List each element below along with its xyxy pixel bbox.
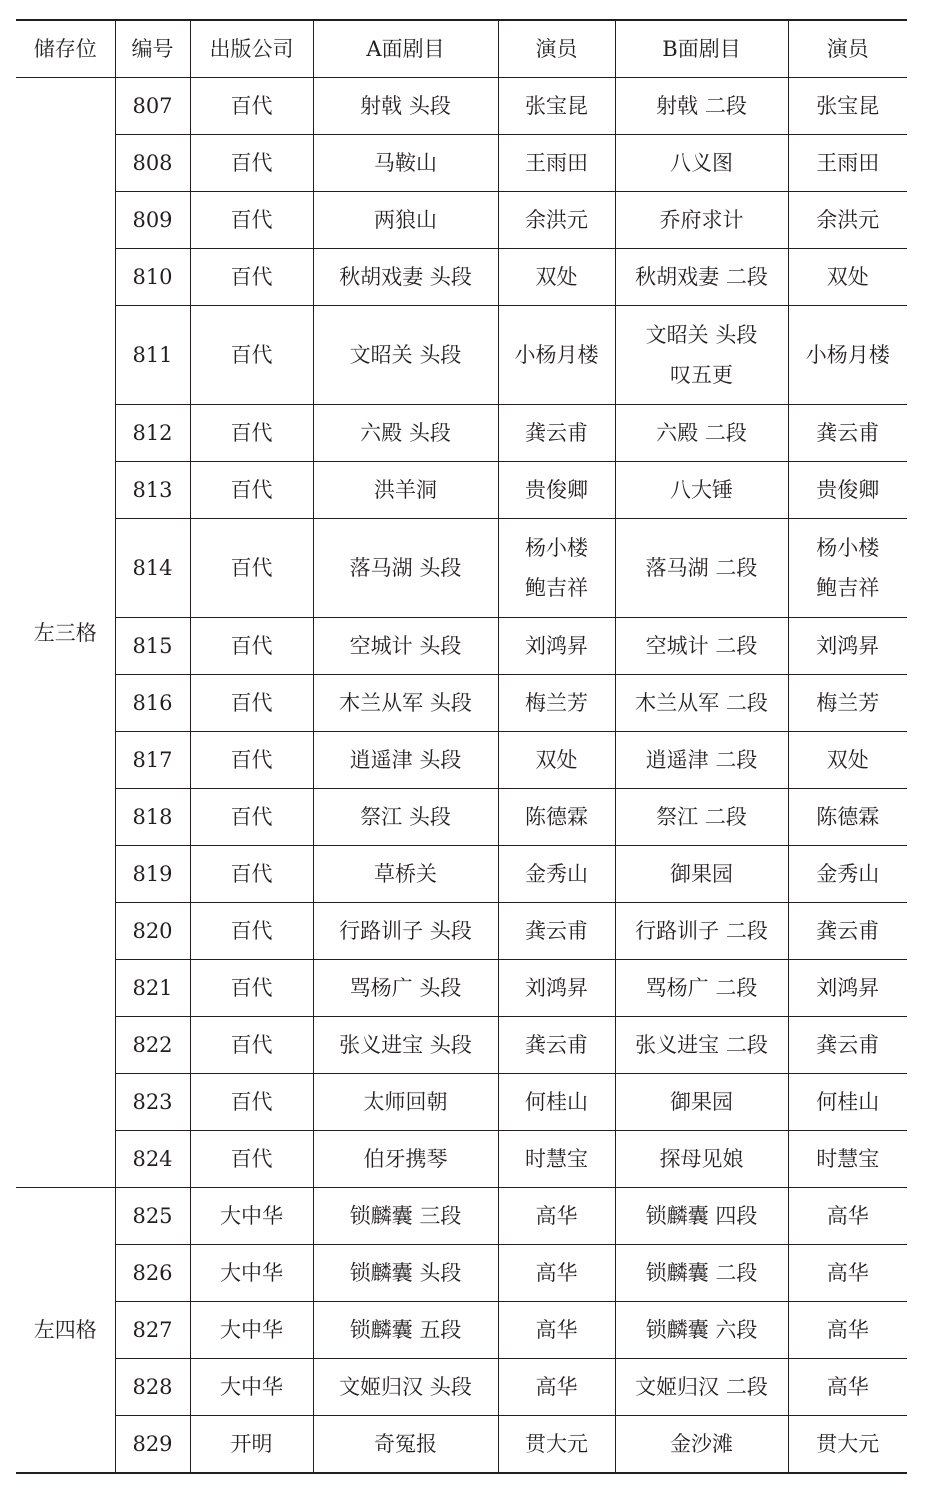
table-body (16, 78, 907, 1474)
record-number: 819 (115, 846, 190, 903)
b-side-actor (788, 1245, 907, 1302)
a-side-actor (498, 462, 615, 519)
a-side-title-line: 骂杨广 头段 (349, 976, 462, 1000)
table-row (16, 846, 907, 903)
table-row (16, 78, 907, 135)
b-side-title (615, 618, 788, 675)
b-side-title-line: 射戟 二段 (656, 94, 747, 118)
b-side-title (615, 903, 788, 960)
b-side-actor-line: 杨小楼 (816, 536, 880, 560)
b-side-actor-line: 高华 (826, 1204, 869, 1228)
b-side-title-line: 文昭关 头段 (645, 323, 758, 347)
b-side-title-line: 文姬归汉 二段 (635, 1375, 768, 1399)
a-side-actor-line: 梅兰芳 (525, 691, 588, 715)
b-side-title (615, 846, 788, 903)
b-side-actor (788, 960, 907, 1017)
a-side-actor (498, 732, 615, 789)
b-side-actor-line: 高华 (826, 1261, 869, 1285)
a-side-actor (498, 618, 615, 675)
a-side-title (313, 405, 498, 462)
header-row (16, 20, 907, 78)
record-number: 823 (115, 1074, 190, 1131)
b-side-title (615, 675, 788, 732)
b-side-title-line: 张义进宝 二段 (635, 1033, 768, 1057)
a-side-actor (498, 1074, 615, 1131)
header-a-actor: 演员 (498, 20, 615, 78)
a-side-actor-line: 高华 (535, 1318, 578, 1342)
b-side-title-line: 落马湖 二段 (645, 556, 758, 580)
b-side-actor (788, 618, 907, 675)
storage-location: 左四格 (16, 1188, 115, 1474)
table-row (16, 1017, 907, 1074)
a-side-title (313, 732, 498, 789)
a-side-actor-line: 龚云甫 (525, 919, 588, 943)
b-side-title-line: 秋胡戏妻 二段 (635, 265, 768, 289)
a-side-actor-line: 高华 (535, 1261, 578, 1285)
b-side-actor (788, 1074, 907, 1131)
b-side-actor (788, 462, 907, 519)
b-side-title-line: 祭江 二段 (656, 805, 747, 829)
table-row (16, 1245, 907, 1302)
a-side-title (313, 1416, 498, 1474)
a-side-title-line: 奇冤报 (374, 1432, 437, 1456)
a-side-actor-line: 龚云甫 (525, 421, 588, 445)
b-side-actor-line: 龚云甫 (816, 421, 880, 445)
record-number: 809 (115, 192, 190, 249)
b-side-title-line: 金沙滩 (670, 1432, 733, 1456)
a-side-actor-line: 龚云甫 (525, 1033, 588, 1057)
publisher: 大中华 (190, 1359, 313, 1416)
b-side-actor (788, 732, 907, 789)
a-side-title-line: 木兰从军 头段 (339, 691, 472, 715)
b-side-actor (788, 519, 907, 618)
b-side-title-line: 乔府求计 (659, 208, 744, 232)
a-side-title-line: 张义进宝 头段 (339, 1033, 472, 1057)
b-side-actor-line: 双处 (826, 265, 869, 289)
record-number: 829 (115, 1416, 190, 1474)
b-side-actor-line: 龚云甫 (816, 1033, 880, 1057)
b-side-title (615, 519, 788, 618)
publisher: 百代 (190, 618, 313, 675)
a-side-title (313, 618, 498, 675)
b-side-actor-line: 时慧宝 (816, 1147, 880, 1171)
publisher: 百代 (190, 675, 313, 732)
b-side-actor (788, 1017, 907, 1074)
table-row (16, 903, 907, 960)
a-side-actor-line: 双处 (535, 748, 578, 772)
record-number: 821 (115, 960, 190, 1017)
b-side-actor-line: 双处 (826, 748, 869, 772)
b-side-title-line: 探母见娘 (659, 1147, 744, 1171)
publisher: 百代 (190, 903, 313, 960)
a-side-title (313, 462, 498, 519)
b-side-actor (788, 675, 907, 732)
a-side-actor (498, 306, 615, 405)
a-side-actor-line: 贵俊卿 (525, 478, 588, 502)
a-side-title (313, 1245, 498, 1302)
header-number: 编号 (115, 20, 190, 78)
b-side-title (615, 732, 788, 789)
a-side-actor-line: 陈德霖 (525, 805, 588, 829)
table-row (16, 732, 907, 789)
a-side-title (313, 1359, 498, 1416)
a-side-actor-line: 余洪元 (525, 208, 588, 232)
publisher: 百代 (190, 78, 313, 135)
a-side-actor-line: 张宝昆 (525, 94, 588, 118)
header-b-actor: 演员 (788, 20, 907, 78)
b-side-actor-line: 刘鸿昇 (816, 634, 880, 658)
a-side-actor (498, 249, 615, 306)
record-number: 820 (115, 903, 190, 960)
table-row (16, 135, 907, 192)
record-number: 816 (115, 675, 190, 732)
b-side-title (615, 1302, 788, 1359)
table-row (16, 1074, 907, 1131)
b-side-actor (788, 135, 907, 192)
table-row (16, 960, 907, 1017)
a-side-title (313, 1131, 498, 1188)
a-side-title-line: 锁麟囊 头段 (349, 1261, 462, 1285)
record-number: 827 (115, 1302, 190, 1359)
b-side-title-line: 木兰从军 二段 (635, 691, 768, 715)
a-side-actor (498, 846, 615, 903)
table-row (16, 1131, 907, 1188)
header-location: 储存位 (16, 20, 115, 78)
a-side-title (313, 675, 498, 732)
a-side-title (313, 1074, 498, 1131)
publisher: 百代 (190, 1131, 313, 1188)
b-side-title-line: 骂杨广 二段 (645, 976, 758, 1000)
record-number: 818 (115, 789, 190, 846)
header-company: 出版公司 (190, 20, 313, 78)
records-table-wrapper (16, 19, 907, 1474)
b-side-title-line: 叹五更 (670, 363, 733, 387)
b-side-title (615, 1131, 788, 1188)
b-side-actor-line: 余洪元 (816, 208, 880, 232)
b-side-title-line: 御果园 (670, 1090, 733, 1114)
b-side-title (615, 135, 788, 192)
b-side-actor-line: 梅兰芳 (816, 691, 880, 715)
a-side-title-line: 落马湖 头段 (349, 556, 462, 580)
b-side-actor (788, 1416, 907, 1474)
storage-location: 左三格 (16, 78, 115, 1188)
table-row (16, 1359, 907, 1416)
b-side-title-line: 八大锤 (670, 478, 733, 502)
table-row (16, 306, 907, 405)
a-side-title-line: 锁麟囊 五段 (349, 1318, 462, 1342)
a-side-title (313, 519, 498, 618)
a-side-actor (498, 1017, 615, 1074)
record-number: 811 (115, 306, 190, 405)
b-side-title-line: 逍遥津 二段 (645, 748, 758, 772)
b-side-title-line: 八义图 (670, 151, 733, 175)
record-number: 807 (115, 78, 190, 135)
a-side-title (313, 78, 498, 135)
b-side-title-line: 锁麟囊 二段 (645, 1261, 758, 1285)
a-side-title-line: 草桥关 (374, 862, 437, 886)
a-side-actor (498, 675, 615, 732)
b-side-title (615, 405, 788, 462)
record-number: 812 (115, 405, 190, 462)
b-side-title (615, 1416, 788, 1474)
a-side-title (313, 135, 498, 192)
b-side-actor (788, 306, 907, 405)
a-side-title-line: 锁麟囊 三段 (349, 1204, 462, 1228)
a-side-actor (498, 1302, 615, 1359)
record-number: 828 (115, 1359, 190, 1416)
record-number: 824 (115, 1131, 190, 1188)
a-side-actor (498, 519, 615, 618)
b-side-actor (788, 903, 907, 960)
header-b-side: B面剧目 (615, 20, 788, 78)
publisher: 百代 (190, 789, 313, 846)
a-side-title (313, 846, 498, 903)
b-side-actor (788, 78, 907, 135)
a-side-title (313, 249, 498, 306)
b-side-title-line: 御果园 (670, 862, 733, 886)
b-side-actor (788, 1359, 907, 1416)
b-side-title-line: 锁麟囊 四段 (645, 1204, 758, 1228)
table-row (16, 618, 907, 675)
a-side-title (313, 306, 498, 405)
b-side-actor-line: 鲍吉祥 (816, 576, 880, 600)
record-number: 808 (115, 135, 190, 192)
a-side-actor (498, 1245, 615, 1302)
a-side-title (313, 1188, 498, 1245)
b-side-actor-line: 龚云甫 (816, 919, 880, 943)
b-side-actor-line: 何桂山 (816, 1090, 880, 1114)
b-side-actor (788, 789, 907, 846)
b-side-actor-line: 高华 (826, 1375, 869, 1399)
record-number: 825 (115, 1188, 190, 1245)
b-side-actor (788, 1302, 907, 1359)
record-number: 813 (115, 462, 190, 519)
table-row (16, 1302, 907, 1359)
a-side-actor-line: 贯大元 (525, 1432, 588, 1456)
table-row (16, 405, 907, 462)
a-side-actor (498, 789, 615, 846)
b-side-title (615, 789, 788, 846)
publisher: 百代 (190, 306, 313, 405)
table-row (16, 789, 907, 846)
record-number: 815 (115, 618, 190, 675)
b-side-actor-line: 张宝昆 (816, 94, 880, 118)
a-side-actor (498, 1359, 615, 1416)
publisher: 百代 (190, 1017, 313, 1074)
b-side-title-line: 六殿 二段 (656, 421, 747, 445)
a-side-actor-line: 刘鸿昇 (525, 976, 588, 1000)
b-side-actor (788, 405, 907, 462)
a-side-title-line: 空城计 头段 (349, 634, 462, 658)
b-side-title (615, 462, 788, 519)
table-row (16, 675, 907, 732)
publisher: 百代 (190, 462, 313, 519)
b-side-title (615, 1359, 788, 1416)
a-side-title-line: 逍遥津 头段 (349, 748, 462, 772)
a-side-actor-line: 双处 (535, 265, 578, 289)
b-side-actor-line: 贯大元 (816, 1432, 880, 1456)
b-side-title (615, 1074, 788, 1131)
a-side-title (313, 1017, 498, 1074)
publisher: 百代 (190, 960, 313, 1017)
publisher: 百代 (190, 732, 313, 789)
a-side-title-line: 文姬归汉 头段 (339, 1375, 472, 1399)
publisher: 大中华 (190, 1245, 313, 1302)
b-side-actor-line: 贵俊卿 (816, 478, 880, 502)
publisher: 大中华 (190, 1302, 313, 1359)
a-side-actor (498, 405, 615, 462)
publisher: 百代 (190, 135, 313, 192)
table-row (16, 519, 907, 618)
a-side-actor-line: 何桂山 (525, 1090, 588, 1114)
publisher: 百代 (190, 405, 313, 462)
b-side-title (615, 249, 788, 306)
b-side-actor (788, 1131, 907, 1188)
table-row (16, 462, 907, 519)
a-side-title-line: 祭江 头段 (360, 805, 451, 829)
a-side-actor (498, 1188, 615, 1245)
a-side-actor-line: 小杨月楼 (514, 343, 599, 367)
a-side-title-line: 马鞍山 (374, 151, 437, 175)
b-side-actor-line: 小杨月楼 (805, 343, 890, 367)
table-row (16, 249, 907, 306)
table-row (16, 1416, 907, 1474)
a-side-actor (498, 1131, 615, 1188)
record-number: 817 (115, 732, 190, 789)
a-side-actor-line: 鲍吉祥 (525, 576, 588, 600)
records-table (16, 19, 907, 1474)
a-side-title-line: 行路训子 头段 (339, 919, 472, 943)
record-number: 826 (115, 1245, 190, 1302)
b-side-title (615, 960, 788, 1017)
b-side-title (615, 1245, 788, 1302)
a-side-title-line: 太师回朝 (363, 1090, 448, 1114)
record-number: 814 (115, 519, 190, 618)
b-side-actor (788, 249, 907, 306)
a-side-title (313, 903, 498, 960)
b-side-title (615, 1017, 788, 1074)
a-side-title-line: 伯牙携琴 (363, 1147, 448, 1171)
a-side-title (313, 789, 498, 846)
a-side-actor (498, 192, 615, 249)
a-side-title-line: 文昭关 头段 (349, 343, 462, 367)
publisher: 大中华 (190, 1188, 313, 1245)
b-side-title (615, 192, 788, 249)
a-side-actor-line: 高华 (535, 1375, 578, 1399)
b-side-actor (788, 1188, 907, 1245)
publisher: 百代 (190, 192, 313, 249)
b-side-actor-line: 陈德霖 (816, 805, 880, 829)
publisher: 百代 (190, 846, 313, 903)
record-number: 810 (115, 249, 190, 306)
b-side-actor (788, 846, 907, 903)
a-side-actor-line: 杨小楼 (525, 536, 588, 560)
table-row (16, 1188, 907, 1245)
a-side-actor (498, 960, 615, 1017)
a-side-title (313, 960, 498, 1017)
a-side-actor (498, 1416, 615, 1474)
a-side-actor-line: 王雨田 (525, 151, 588, 175)
b-side-actor (788, 192, 907, 249)
publisher: 百代 (190, 519, 313, 618)
header-a-side: A面剧目 (313, 20, 498, 78)
b-side-title-line: 空城计 二段 (645, 634, 758, 658)
b-side-actor-line: 高华 (826, 1318, 869, 1342)
a-side-title-line: 洪羊洞 (374, 478, 437, 502)
record-number: 822 (115, 1017, 190, 1074)
a-side-actor (498, 903, 615, 960)
b-side-title (615, 1188, 788, 1245)
a-side-title-line: 两狼山 (374, 208, 437, 232)
a-side-title (313, 1302, 498, 1359)
b-side-actor-line: 金秀山 (816, 862, 880, 886)
publisher: 百代 (190, 249, 313, 306)
a-side-actor-line: 刘鸿昇 (525, 634, 588, 658)
b-side-title-line: 锁麟囊 六段 (645, 1318, 758, 1342)
a-side-title-line: 六殿 头段 (360, 421, 451, 445)
a-side-actor (498, 78, 615, 135)
b-side-title (615, 78, 788, 135)
b-side-title (615, 306, 788, 405)
a-side-actor-line: 高华 (535, 1204, 578, 1228)
a-side-actor (498, 135, 615, 192)
b-side-actor-line: 王雨田 (816, 151, 880, 175)
table-header (16, 20, 907, 78)
b-side-title-line: 行路训子 二段 (635, 919, 768, 943)
table-row (16, 192, 907, 249)
publisher: 开明 (190, 1416, 313, 1474)
a-side-title (313, 192, 498, 249)
b-side-actor-line: 刘鸿昇 (816, 976, 880, 1000)
a-side-actor-line: 时慧宝 (525, 1147, 588, 1171)
a-side-title-line: 射戟 头段 (360, 94, 451, 118)
a-side-actor-line: 金秀山 (525, 862, 588, 886)
publisher: 百代 (190, 1074, 313, 1131)
a-side-title-line: 秋胡戏妻 头段 (339, 265, 472, 289)
